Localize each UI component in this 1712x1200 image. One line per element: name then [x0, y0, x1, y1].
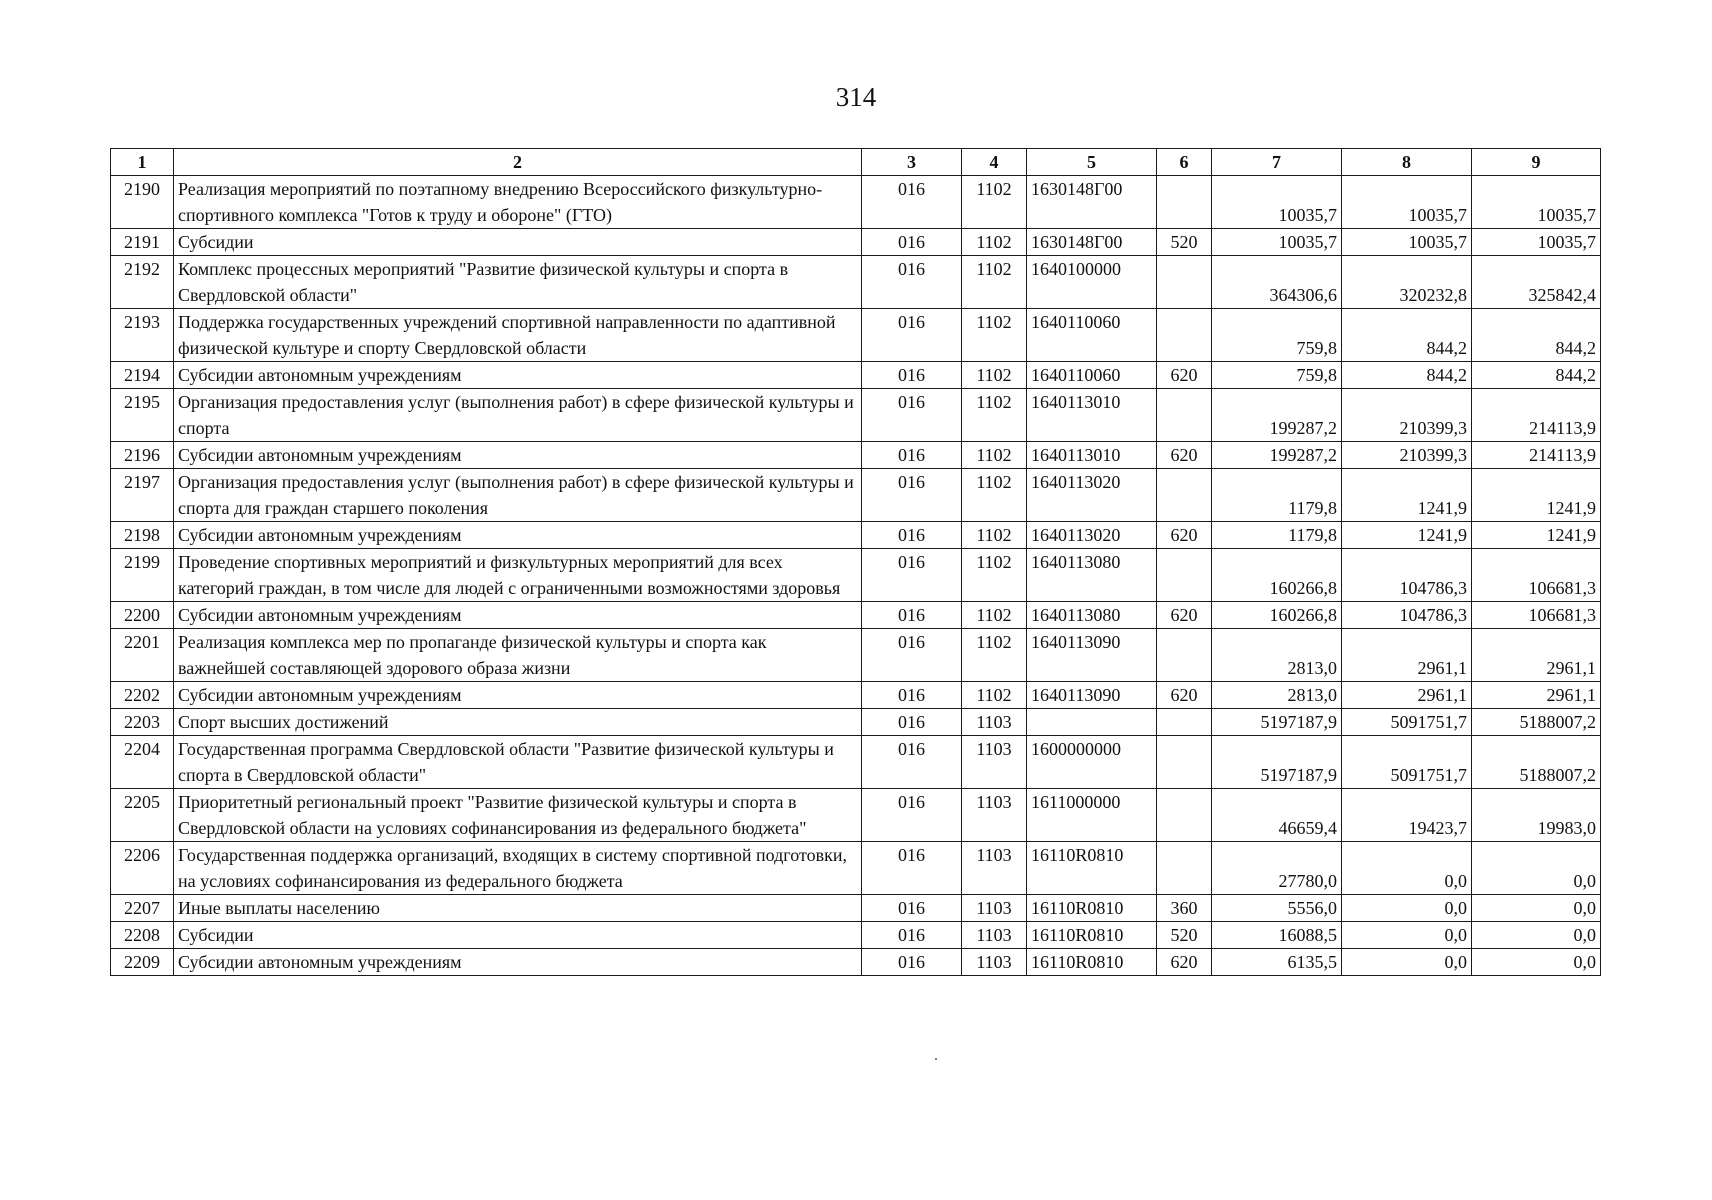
amount-col7-cell: 1179,8	[1212, 469, 1342, 522]
amount-col9-cell: 5188007,2	[1472, 736, 1601, 789]
target-code-cell: 1640113090	[1027, 682, 1157, 709]
row-number-cell: 2203	[111, 709, 174, 736]
target-code-cell: 1640110060	[1027, 309, 1157, 362]
header-row	[111, 149, 1601, 176]
row-number-cell: 2196	[111, 442, 174, 469]
column-header: 3	[862, 149, 962, 176]
table-row	[111, 922, 1601, 949]
row-number-cell: 2192	[111, 256, 174, 309]
amount-col8-cell: 210399,3	[1342, 389, 1472, 442]
row-number-cell: 2193	[111, 309, 174, 362]
target-code-cell: 1600000000	[1027, 736, 1157, 789]
item-name-cell: Государственная поддержка организаций, входящих в систему спортивной подготовки, на условиях софинансирования из федерального бюджета	[174, 842, 862, 895]
amount-col8-cell: 0,0	[1342, 949, 1472, 976]
ministry-code-cell: 016	[862, 895, 962, 922]
amount-col7-cell: 2813,0	[1212, 682, 1342, 709]
row-number-cell: 2197	[111, 469, 174, 522]
expense-type-cell	[1157, 842, 1212, 895]
target-code-cell: 1640113090	[1027, 629, 1157, 682]
table-row	[111, 362, 1601, 389]
item-name-cell: Реализация комплекса мер по пропаганде физической культуры и спорта как важнейшей составляющей здорового образа жизни	[174, 629, 862, 682]
item-name-cell: Комплекс процессных мероприятий "Развитие физической культуры и спорта в Свердловской области"	[174, 256, 862, 309]
amount-col8-cell: 2961,1	[1342, 629, 1472, 682]
amount-col8-cell: 5091751,7	[1342, 709, 1472, 736]
amount-col8-cell: 0,0	[1342, 895, 1472, 922]
table-row	[111, 682, 1601, 709]
amount-col9-cell: 325842,4	[1472, 256, 1601, 309]
section-code-cell: 1103	[962, 736, 1027, 789]
table-row	[111, 895, 1601, 922]
table-row	[111, 629, 1601, 682]
target-code-cell: 1640113010	[1027, 389, 1157, 442]
expense-type-cell	[1157, 256, 1212, 309]
column-header: 5	[1027, 149, 1157, 176]
column-header: 2	[174, 149, 862, 176]
expense-type-cell	[1157, 549, 1212, 602]
amount-col7-cell: 160266,8	[1212, 549, 1342, 602]
amount-col9-cell: 10035,7	[1472, 176, 1601, 229]
row-number-cell: 2204	[111, 736, 174, 789]
amount-col8-cell: 844,2	[1342, 362, 1472, 389]
table-header	[111, 149, 1601, 176]
amount-col7-cell: 6135,5	[1212, 949, 1342, 976]
ministry-code-cell: 016	[862, 922, 962, 949]
table-row	[111, 949, 1601, 976]
item-name-cell: Субсидии автономным учреждениям	[174, 442, 862, 469]
expense-type-cell: 620	[1157, 682, 1212, 709]
item-name-cell: Спорт высших достижений	[174, 709, 862, 736]
amount-col8-cell: 19423,7	[1342, 789, 1472, 842]
column-header: 6	[1157, 149, 1212, 176]
amount-col8-cell: 0,0	[1342, 922, 1472, 949]
section-code-cell: 1102	[962, 469, 1027, 522]
amount-col8-cell: 210399,3	[1342, 442, 1472, 469]
section-code-cell: 1102	[962, 629, 1027, 682]
amount-col9-cell: 0,0	[1472, 922, 1601, 949]
expense-type-cell: 620	[1157, 522, 1212, 549]
section-code-cell: 1102	[962, 389, 1027, 442]
row-number-cell: 2198	[111, 522, 174, 549]
row-number-cell: 2206	[111, 842, 174, 895]
expense-type-cell	[1157, 469, 1212, 522]
amount-col7-cell: 2813,0	[1212, 629, 1342, 682]
ministry-code-cell: 016	[862, 549, 962, 602]
amount-col7-cell: 16088,5	[1212, 922, 1342, 949]
item-name-cell: Субсидии автономным учреждениям	[174, 949, 862, 976]
table-row	[111, 176, 1601, 229]
item-name-cell: Реализация мероприятий по поэтапному внедрению Всероссийского физкультурно-спортивного комплекса "Готов к труду и обороне" (ГТО)	[174, 176, 862, 229]
table-row	[111, 442, 1601, 469]
item-name-cell: Иные выплаты населению	[174, 895, 862, 922]
section-code-cell: 1103	[962, 789, 1027, 842]
target-code-cell: 1640113020	[1027, 469, 1157, 522]
item-name-cell: Субсидии автономным учреждениям	[174, 682, 862, 709]
ministry-code-cell: 016	[862, 736, 962, 789]
section-code-cell: 1102	[962, 229, 1027, 256]
expense-type-cell	[1157, 789, 1212, 842]
amount-col8-cell: 1241,9	[1342, 469, 1472, 522]
amount-col9-cell: 844,2	[1472, 362, 1601, 389]
expense-type-cell: 620	[1157, 442, 1212, 469]
item-name-cell: Проведение спортивных мероприятий и физкультурных мероприятий для всех категорий граждан, в том числе для людей с ограниченными возможностями здоровья	[174, 549, 862, 602]
table-row	[111, 229, 1601, 256]
item-name-cell: Субсидии автономным учреждениям	[174, 602, 862, 629]
column-header: 4	[962, 149, 1027, 176]
expense-type-cell	[1157, 176, 1212, 229]
amount-col9-cell: 0,0	[1472, 842, 1601, 895]
ministry-code-cell: 016	[862, 442, 962, 469]
column-header: 9	[1472, 149, 1601, 176]
expense-type-cell: 620	[1157, 602, 1212, 629]
target-code-cell	[1027, 709, 1157, 736]
ministry-code-cell: 016	[862, 469, 962, 522]
table-body	[111, 176, 1601, 976]
expense-type-cell: 520	[1157, 229, 1212, 256]
target-code-cell: 1640113080	[1027, 602, 1157, 629]
page-number: 314	[835, 82, 877, 112]
amount-col9-cell: 844,2	[1472, 309, 1601, 362]
row-number-cell: 2208	[111, 922, 174, 949]
row-number-cell: 2195	[111, 389, 174, 442]
target-code-cell: 1640100000	[1027, 256, 1157, 309]
target-code-cell: 16110R0810	[1027, 922, 1157, 949]
amount-col9-cell: 10035,7	[1472, 229, 1601, 256]
row-number-cell: 2201	[111, 629, 174, 682]
amount-col8-cell: 10035,7	[1342, 176, 1472, 229]
ministry-code-cell: 016	[862, 176, 962, 229]
amount-col9-cell: 0,0	[1472, 949, 1601, 976]
expense-type-cell	[1157, 709, 1212, 736]
table-row	[111, 602, 1601, 629]
amount-col9-cell: 5188007,2	[1472, 709, 1601, 736]
ministry-code-cell: 016	[862, 949, 962, 976]
ministry-code-cell: 016	[862, 389, 962, 442]
target-code-cell: 1640113020	[1027, 522, 1157, 549]
row-number-cell: 2191	[111, 229, 174, 256]
section-code-cell: 1103	[962, 949, 1027, 976]
amount-col8-cell: 844,2	[1342, 309, 1472, 362]
table-row	[111, 789, 1601, 842]
amount-col9-cell: 2961,1	[1472, 629, 1601, 682]
amount-col8-cell: 104786,3	[1342, 549, 1472, 602]
row-number-cell: 2194	[111, 362, 174, 389]
item-name-cell: Государственная программа Свердловской области "Развитие физической культуры и спорта в Свердловской области"	[174, 736, 862, 789]
amount-col7-cell: 5197187,9	[1212, 736, 1342, 789]
amount-col7-cell: 160266,8	[1212, 602, 1342, 629]
row-number-cell: 2190	[111, 176, 174, 229]
table-row	[111, 309, 1601, 362]
amount-col7-cell: 1179,8	[1212, 522, 1342, 549]
target-code-cell: 16110R0810	[1027, 842, 1157, 895]
row-number-cell: 2202	[111, 682, 174, 709]
ministry-code-cell: 016	[862, 522, 962, 549]
amount-col7-cell: 10035,7	[1212, 176, 1342, 229]
expense-type-cell	[1157, 629, 1212, 682]
amount-col9-cell: 106681,3	[1472, 549, 1601, 602]
section-code-cell: 1103	[962, 895, 1027, 922]
amount-col7-cell: 759,8	[1212, 309, 1342, 362]
target-code-cell: 16110R0810	[1027, 949, 1157, 976]
amount-col7-cell: 759,8	[1212, 362, 1342, 389]
target-code-cell: 16110R0810	[1027, 895, 1157, 922]
table-row	[111, 256, 1601, 309]
table-row	[111, 842, 1601, 895]
amount-col7-cell: 27780,0	[1212, 842, 1342, 895]
row-number-cell: 2199	[111, 549, 174, 602]
amount-col7-cell: 199287,2	[1212, 442, 1342, 469]
section-code-cell: 1102	[962, 549, 1027, 602]
item-name-cell: Субсидии	[174, 922, 862, 949]
section-code-cell: 1102	[962, 602, 1027, 629]
table-row	[111, 389, 1601, 442]
amount-col7-cell: 5197187,9	[1212, 709, 1342, 736]
item-name-cell: Организация предоставления услуг (выполнения работ) в сфере физической культуры и спорта для граждан старшего поколения	[174, 469, 862, 522]
expense-type-cell: 620	[1157, 362, 1212, 389]
section-code-cell: 1103	[962, 842, 1027, 895]
section-code-cell: 1102	[962, 176, 1027, 229]
expense-type-cell: 620	[1157, 949, 1212, 976]
ministry-code-cell: 016	[862, 682, 962, 709]
column-header: 1	[111, 149, 174, 176]
amount-col8-cell: 104786,3	[1342, 602, 1472, 629]
table-row	[111, 469, 1601, 522]
amount-col8-cell: 10035,7	[1342, 229, 1472, 256]
ministry-code-cell: 016	[862, 256, 962, 309]
ministry-code-cell: 016	[862, 709, 962, 736]
amount-col9-cell: 0,0	[1472, 895, 1601, 922]
column-header: 7	[1212, 149, 1342, 176]
table-row	[111, 522, 1601, 549]
amount-col9-cell: 214113,9	[1472, 442, 1601, 469]
amount-col9-cell: 1241,9	[1472, 522, 1601, 549]
amount-col9-cell: 1241,9	[1472, 469, 1601, 522]
amount-col7-cell: 46659,4	[1212, 789, 1342, 842]
amount-col8-cell: 0,0	[1342, 842, 1472, 895]
row-number-cell: 2200	[111, 602, 174, 629]
amount-col9-cell: 106681,3	[1472, 602, 1601, 629]
table-row	[111, 736, 1601, 789]
ministry-code-cell: 016	[862, 229, 962, 256]
section-code-cell: 1102	[962, 362, 1027, 389]
row-number-cell: 2209	[111, 949, 174, 976]
amount-col9-cell: 19983,0	[1472, 789, 1601, 842]
budget-table	[110, 148, 1601, 976]
ministry-code-cell: 016	[862, 309, 962, 362]
row-number-cell: 2207	[111, 895, 174, 922]
expense-type-cell: 360	[1157, 895, 1212, 922]
amount-col7-cell: 199287,2	[1212, 389, 1342, 442]
table-row	[111, 549, 1601, 602]
row-number-cell: 2205	[111, 789, 174, 842]
target-code-cell: 1640113010	[1027, 442, 1157, 469]
expense-type-cell: 520	[1157, 922, 1212, 949]
target-code-cell: 1630148Г00	[1027, 229, 1157, 256]
section-code-cell: 1102	[962, 522, 1027, 549]
amount-col7-cell: 10035,7	[1212, 229, 1342, 256]
target-code-cell: 1630148Г00	[1027, 176, 1157, 229]
item-name-cell: Субсидии автономным учреждениям	[174, 362, 862, 389]
section-code-cell: 1102	[962, 442, 1027, 469]
target-code-cell: 1611000000	[1027, 789, 1157, 842]
column-header: 8	[1342, 149, 1472, 176]
target-code-cell: 1640113080	[1027, 549, 1157, 602]
amount-col8-cell: 320232,8	[1342, 256, 1472, 309]
section-code-cell: 1102	[962, 682, 1027, 709]
table-row	[111, 709, 1601, 736]
item-name-cell: Приоритетный региональный проект "Развитие физической культуры и спорта в Свердловской области на условиях софинансирования из федерального бюджета"	[174, 789, 862, 842]
item-name-cell: Субсидии автономным учреждениям	[174, 522, 862, 549]
item-name-cell: Поддержка государственных учреждений спортивной направленности по адаптивной физической культуре и спорту Свердловской области	[174, 309, 862, 362]
expense-type-cell	[1157, 309, 1212, 362]
ministry-code-cell: 016	[862, 789, 962, 842]
item-name-cell: Субсидии	[174, 229, 862, 256]
section-code-cell: 1102	[962, 309, 1027, 362]
ministry-code-cell: 016	[862, 602, 962, 629]
ministry-code-cell: 016	[862, 629, 962, 682]
expense-type-cell	[1157, 389, 1212, 442]
amount-col7-cell: 364306,6	[1212, 256, 1342, 309]
target-code-cell: 1640110060	[1027, 362, 1157, 389]
amount-col9-cell: 214113,9	[1472, 389, 1601, 442]
section-code-cell: 1103	[962, 922, 1027, 949]
scan-speck	[935, 1058, 937, 1060]
item-name-cell: Организация предоставления услуг (выполнения работ) в сфере физической культуры и спорта	[174, 389, 862, 442]
ministry-code-cell: 016	[862, 842, 962, 895]
ministry-code-cell: 016	[862, 362, 962, 389]
section-code-cell: 1103	[962, 709, 1027, 736]
section-code-cell: 1102	[962, 256, 1027, 309]
amount-col9-cell: 2961,1	[1472, 682, 1601, 709]
expense-type-cell	[1157, 736, 1212, 789]
amount-col8-cell: 5091751,7	[1342, 736, 1472, 789]
amount-col7-cell: 5556,0	[1212, 895, 1342, 922]
amount-col8-cell: 2961,1	[1342, 682, 1472, 709]
amount-col8-cell: 1241,9	[1342, 522, 1472, 549]
